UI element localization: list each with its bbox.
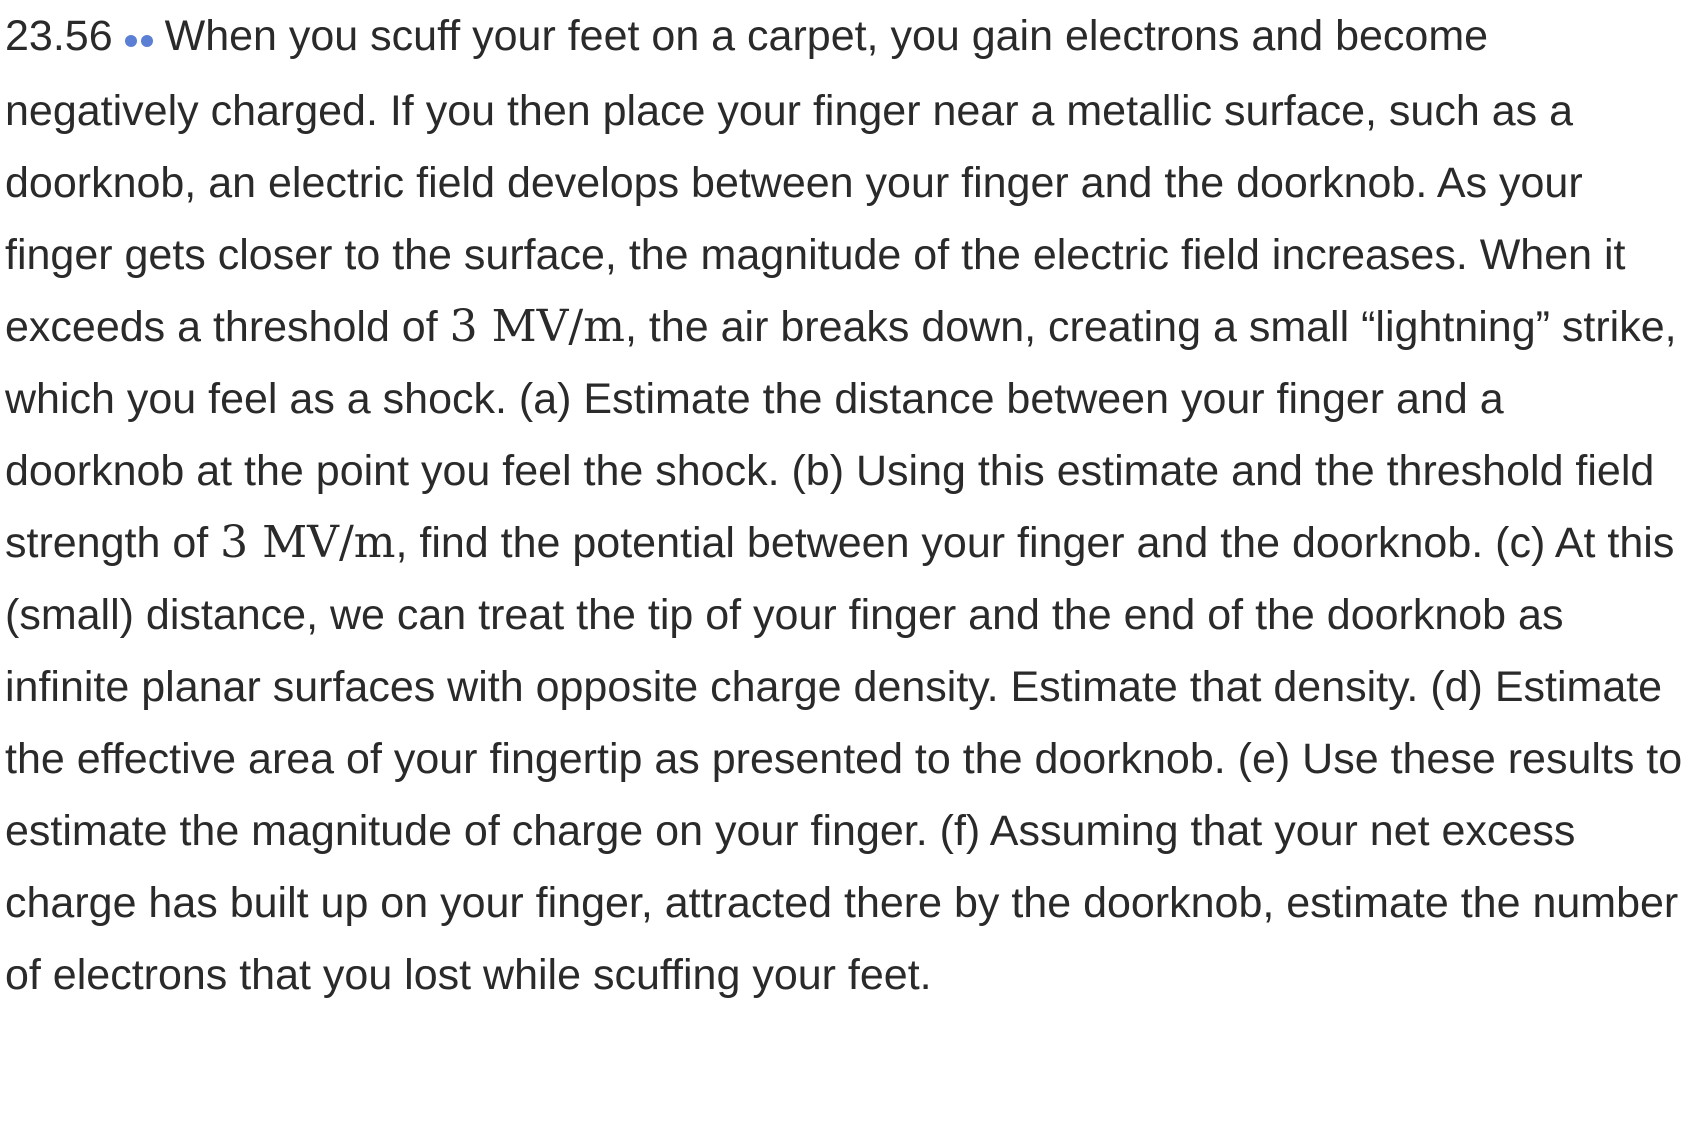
problem-text-part-1: When you scuff your feet on a carpet, you gain electrons and become negatively charged. If you then place your finger near a metallic surface, such as a doorknob, an electric field develops between your finger and the doorknob. As your finger gets closer to the surface, the magnitude of the electric field increases. When it exceeds a threshold of <box>5 12 1626 351</box>
difficulty-indicator-icon <box>125 0 157 69</box>
problem-text-part-3: , find the potential between your finger and the doorknob. (c) At this (small) distance, we can treat the tip of your finger and the end of the doorknob as infinite planar surfaces with opposite charge density. Estimate that density. (d) Estimate the effective area of your fingertip as presented to the doorknob. (e) Use these results to estimate the magnitude of charge on your finger. (f) Assuming that your net excess charge has built up on your finger, attracted there by the doorknob, estimate the number of electrons that you lost while scuffing your feet. <box>5 518 1683 999</box>
problem-text-part-2: , the air breaks down, creating a small “lightning” strike, which you feel as a shock. (a) Estimate the distance between your finger and a doorknob at the point you feel the shock. (b) Using this estimate and the threshold field strength of <box>5 302 1677 567</box>
difficulty-dot <box>141 35 153 47</box>
difficulty-dot <box>125 35 137 47</box>
problem-statement <box>5 0 1690 1011</box>
threshold-field-value: 3 MV/m <box>449 300 625 352</box>
threshold-field-value-2: 3 MV/m <box>220 516 396 568</box>
problem-number: 23.56 <box>5 12 113 60</box>
